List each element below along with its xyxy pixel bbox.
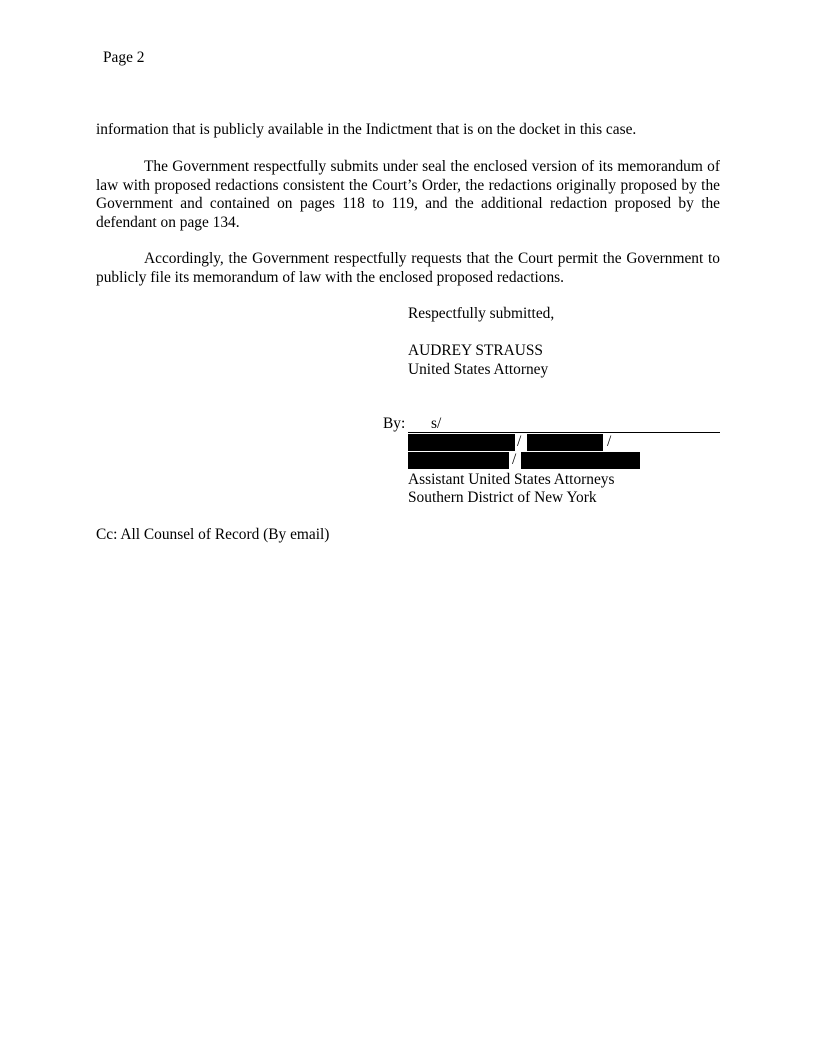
signature-mark: s/: [431, 415, 442, 432]
signatory-name: AUDREY STRAUSS: [408, 342, 543, 359]
page-number: Page 2: [103, 49, 145, 66]
signatory-title: United States Attorney: [408, 361, 549, 378]
signatory-role: Assistant United States Attorneys: [408, 471, 615, 488]
by-label: By:: [383, 415, 406, 432]
redaction-block: [521, 452, 640, 469]
body-paragraph-2: The Government respectfully submits under seal the enclosed version of its memorandum of law with proposed redactions consistent the Court’s Order, the redactions originally proposed by the Government and contained on pages 118 to 119, and the additional redaction proposed by the defendant on page 134.: [96, 158, 720, 231]
name-separator: /: [607, 433, 612, 450]
signatory-office: Southern District of New York: [408, 489, 597, 506]
redaction-block: [408, 434, 515, 451]
redaction-block: [408, 452, 509, 469]
signature-rule: [408, 415, 720, 433]
body-paragraph-3: Accordingly, the Government respectfully requests that the Court permit the Government to publicly file its memorandum of law with the enclosed proposed redactions.: [96, 250, 720, 286]
signature-line: [383, 415, 720, 433]
name-separator: /: [512, 451, 517, 468]
redaction-block: [527, 434, 603, 451]
cc-line: Cc: All Counsel of Record (By email): [96, 526, 330, 543]
closing-text: Respectfully submitted,: [408, 305, 555, 322]
body-paragraph-1: information that is publicly available in the Indictment that is on the docket in this case.: [96, 121, 637, 138]
name-separator: /: [517, 433, 522, 450]
